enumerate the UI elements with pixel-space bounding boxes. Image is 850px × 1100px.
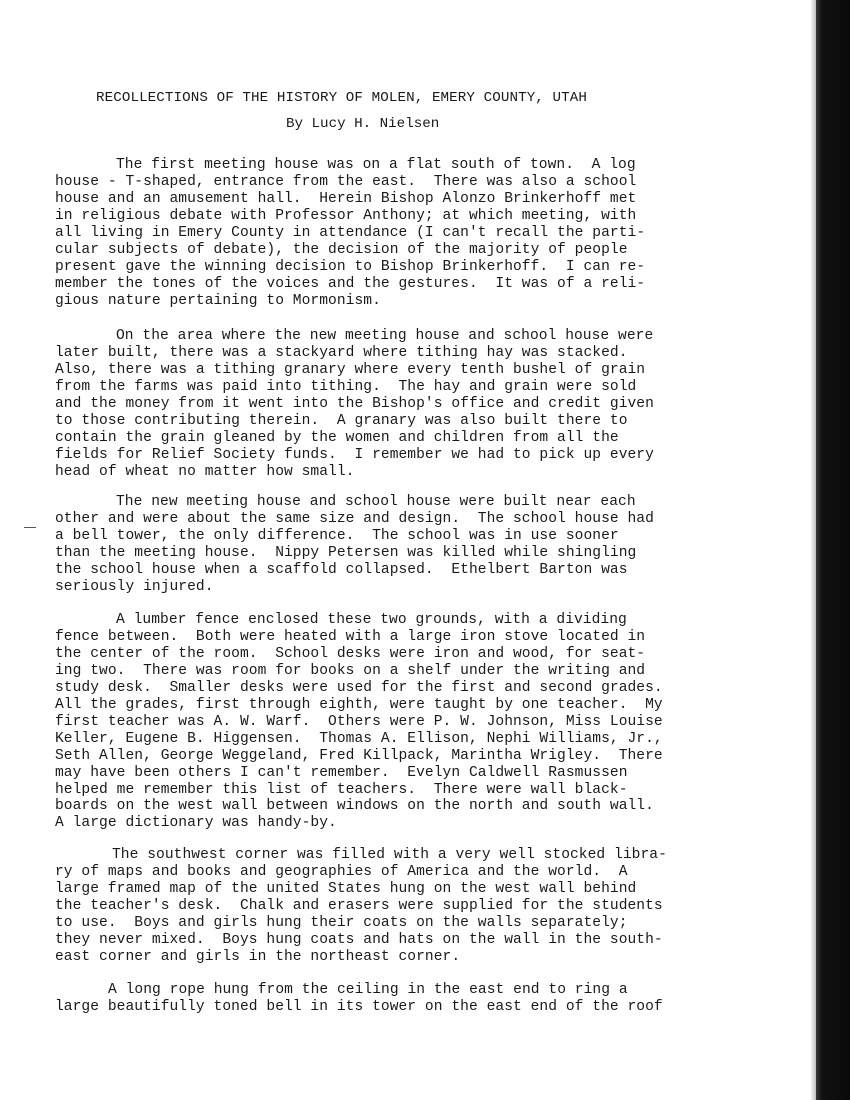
text-line: to use. Boys and girls hung their coats on the walls separately; (55, 914, 628, 931)
text-line: Seth Allen, George Weggeland, Fred Killpack, Marintha Wrigley. There (55, 747, 663, 764)
text-line: later built, there was a stackyard where tithing hay was stacked. (55, 344, 628, 361)
text-line: Keller, Eugene B. Higgensen. Thomas A. Ellison, Nephi Williams, Jr., (55, 730, 663, 747)
text-line: may have been others I can't remember. Evelyn Caldwell Rasmussen (55, 764, 628, 781)
text-line: ing two. There was room for books on a shelf under the writing and (55, 662, 646, 679)
text-line: house and an amusement hall. Herein Bishop Alonzo Brinkerhoff met (55, 190, 637, 207)
text-line: large framed map of the united States hung on the west wall behind (55, 880, 637, 897)
text-line: other and were about the same size and design. The school house had (55, 510, 654, 527)
text-line: head of wheat no matter how small. (55, 463, 355, 480)
text-line: The first meeting house was on a flat south of town. A log (116, 157, 636, 173)
text-line: east corner and girls in the northeast corner. (55, 948, 461, 965)
text-line: A lumber fence enclosed these two grounds, with a dividing (116, 612, 627, 628)
scan-border (816, 0, 850, 1100)
text-line: the school house when a scaffold collapsed. Ethelbert Barton was (55, 561, 628, 578)
text-line: large beautifully toned bell in its tower on the east end of the roof (55, 998, 663, 1015)
text-line: The new meeting house and school house were built near each (116, 494, 636, 510)
text-line: Also, there was a tithing granary where every tenth bushel of grain (55, 361, 646, 378)
text-line: to those contributing therein. A granary was also built there to (55, 412, 628, 429)
text-line: they never mixed. Boys hung coats and hats on the wall in the south- (55, 931, 663, 948)
text-line: ry of maps and books and geographies of America and the world. A (55, 863, 628, 880)
text-line: cular subjects of debate), the decision of the majority of people (55, 241, 628, 258)
text-line: study desk. Smaller desks were used for the first and second grades. (55, 679, 663, 696)
text-line: seriously injured. (55, 578, 214, 595)
text-line: A large dictionary was handy-by. (55, 815, 337, 832)
text-line: boards on the west wall between windows on the north and south wall. (55, 798, 654, 815)
text-line: from the farms was paid into tithing. The hay and grain were sold (55, 378, 637, 395)
text-line: first teacher was A. W. Warf. Others were P. W. Johnson, Miss Louise (55, 713, 663, 730)
text-line: the teacher's desk. Chalk and erasers were supplied for the students (55, 897, 663, 914)
text-line: all living in Emery County in attendance (I can't recall the parti- (55, 224, 646, 241)
text-line: than the meeting house. Nippy Petersen was killed while shingling (55, 544, 637, 561)
text-line: On the area where the new meeting house and school house were (116, 328, 654, 344)
text-line: helped me remember this list of teachers. There were wall black- (55, 781, 628, 798)
text-line: the center of the room. School desks were iron and wood, for seat- (55, 645, 646, 662)
text-line: All the grades, first through eighth, were taught by one teacher. My (55, 696, 663, 713)
author-byline: By Lucy H. Nielsen (286, 116, 440, 132)
text-line: A long rope hung from the ceiling in the east end to ring a (108, 982, 628, 998)
document-title: RECOLLECTIONS OF THE HISTORY OF MOLEN, EMERY COUNTY, UTAH (96, 90, 587, 106)
text-line: contain the grain gleaned by the women and children from all the (55, 429, 619, 446)
text-line: fence between. Both were heated with a large iron stove located in (55, 628, 646, 645)
text-line: member the tones of the voices and the gestures. It was of a reli- (55, 275, 646, 292)
text-line: house - T-shaped, entrance from the east. There was also a school (55, 173, 637, 190)
margin-mark (24, 527, 36, 528)
text-line: in religious debate with Professor Anthony; at which meeting, with (55, 207, 637, 224)
text-line: a bell tower, the only difference. The school was in use sooner (55, 527, 619, 544)
text-line: present gave the winning decision to Bishop Brinkerhoff. I can re- (55, 258, 646, 275)
text-line: gious nature pertaining to Mormonism. (55, 292, 381, 309)
text-line: The southwest corner was filled with a very well stocked libra- (112, 847, 667, 863)
text-line: and the money from it went into the Bishop's office and credit given (55, 395, 654, 412)
text-line: fields for Relief Society funds. I remember we had to pick up every (55, 446, 654, 463)
